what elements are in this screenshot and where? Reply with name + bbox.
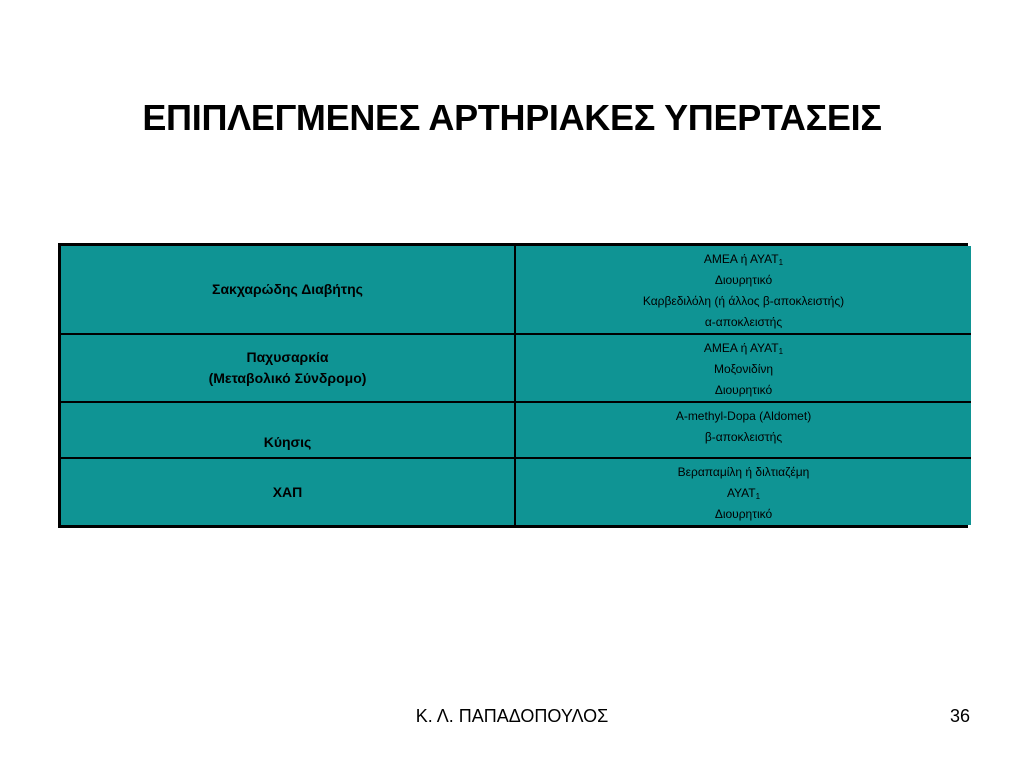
treatment-line: $A\Upsilon AT_1$ <box>726 486 761 501</box>
condition-text: ΧΑΠ <box>272 483 303 500</box>
table-row <box>61 458 971 525</box>
treatment-line: β-αποκλειστής <box>704 430 783 444</box>
page-number: 36 <box>949 706 970 726</box>
treatment-cell <box>515 402 971 458</box>
table-row <box>61 334 971 402</box>
treatment-cell <box>515 246 971 334</box>
condition-cell <box>61 458 515 525</box>
treatment-line: ΑΜΕΑ ή $A\Upsilon AT_1$ <box>703 341 784 356</box>
footer-author: Κ. Λ. ΠΑΠΑΔΟΠΟΥΛΟΣ <box>415 706 609 726</box>
slide-title: ΕΠΙΠΛΕΓΜΕΝΕΣ ΑΡΤΗΡΙΑΚΕΣ ΥΠΕΡΤΑΣΕΙΣ <box>142 97 882 138</box>
table-row <box>61 246 971 334</box>
treatment-line: Καρβεδιλόλη (ή άλλος β-αποκλειστής) <box>642 294 845 308</box>
treatment-line: Βεραπαμίλη ή διλτιαζέμη <box>677 465 810 479</box>
treatment-line: A-methyl-Dopa (Aldomet) <box>675 409 812 423</box>
condition-cell <box>61 246 515 334</box>
treatment-line: Διουρητικό <box>714 273 773 287</box>
treatment-line: α-αποκλειστής <box>704 315 783 329</box>
hypertension-table <box>58 243 968 528</box>
table-row <box>61 402 971 458</box>
hypertension-table-grid <box>61 246 971 525</box>
condition-text: Κύησις <box>263 434 312 450</box>
condition-cell <box>61 334 515 402</box>
treatment-line: Διουρητικό <box>714 507 773 521</box>
treatment-line: Μοξονιδίνη <box>713 362 774 376</box>
condition-text: Παχυσαρκία <box>246 349 329 365</box>
treatment-line: ΑΜΕΑ ή $A\Upsilon AT_1$ <box>703 252 784 267</box>
condition-text: (Μεταβολικό Σύνδρομο) <box>208 370 367 386</box>
treatment-cell <box>515 458 971 525</box>
treatment-cell <box>515 334 971 402</box>
condition-text: Σακχαρώδης Διαβήτης <box>212 281 363 297</box>
treatment-line: Διουρητικό <box>714 383 773 397</box>
condition-cell <box>61 402 515 458</box>
